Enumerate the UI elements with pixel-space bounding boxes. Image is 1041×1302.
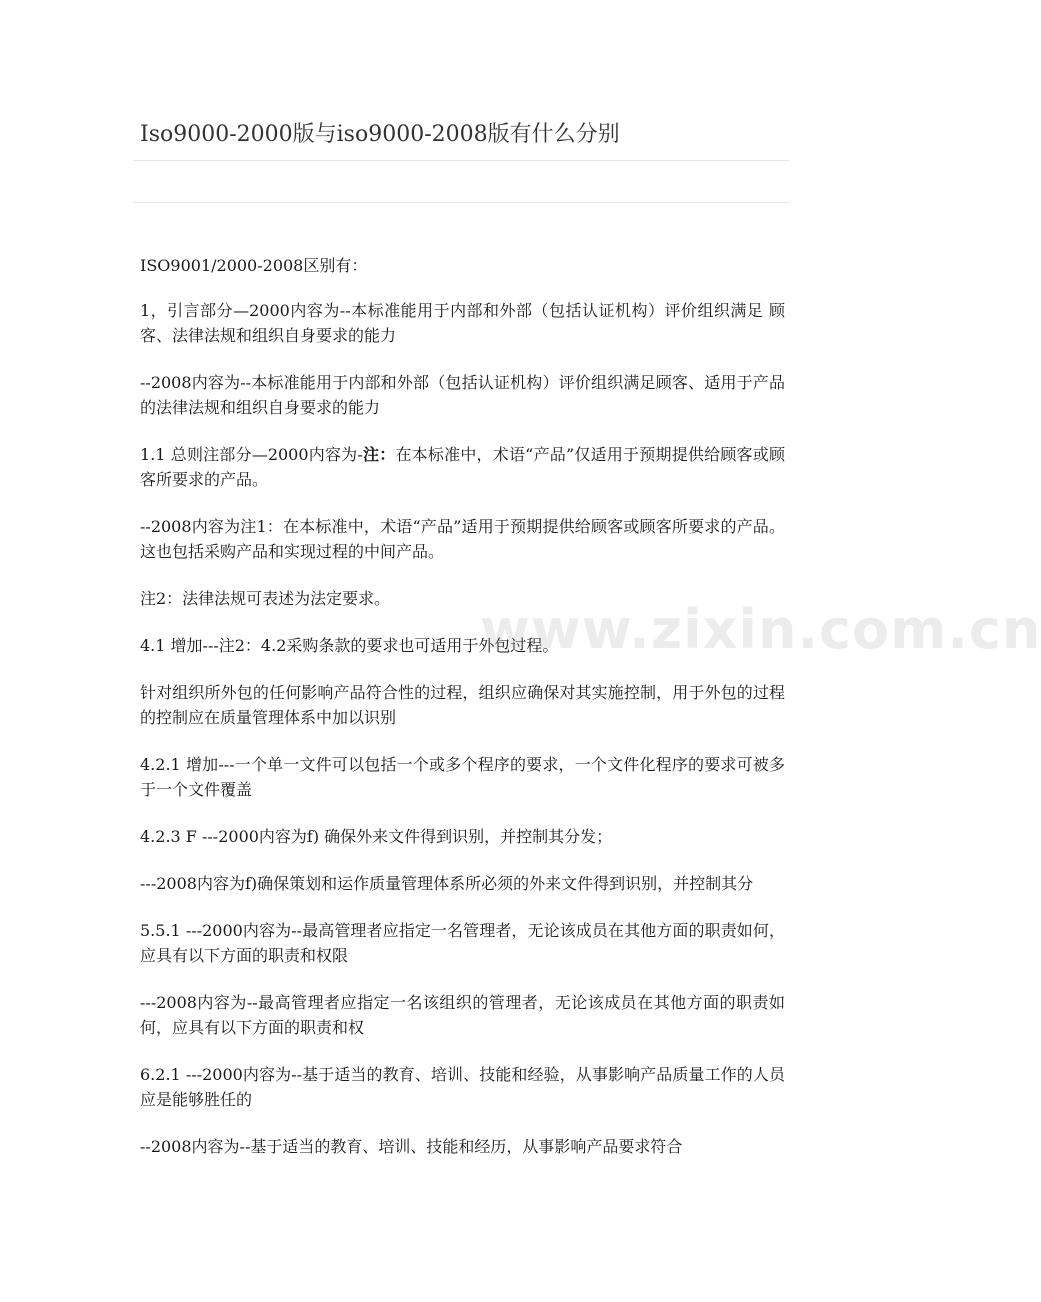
paragraph: ---2008内容为--最高管理者应指定一名该组织的管理者，无论该成员在其他方面的职责如何，应具有以下方面的职责和权	[140, 993, 785, 1037]
paragraph: 4.1 增加---注2：4.2采购条款的要求也可适用于外包过程。	[140, 636, 559, 655]
paragraph: ---2008内容为f)确保策划和运作质量管理体系所必须的外来文件得到识别，并控制其分	[140, 874, 754, 893]
paragraph-text: 1.1 总则注部分—2000内容为-	[140, 445, 363, 464]
document-body	[140, 253, 785, 1181]
watermark: www.zixin.com.cn	[480, 598, 1041, 661]
paragraph: 针对组织所外包的任何影响产品符合性的过程，组织应确保对其实施控制，用于外包的过程的控制应在质量管理体系中加以识别	[140, 683, 785, 727]
paragraph: 注2：法律法规可表述为法定要求。	[140, 589, 391, 608]
paragraph: 1，引言部分—2000内容为--本标准能用于内部和外部（包括认证机构）评价组织满足 顾客、法律法规和组织自身要求的能力	[140, 301, 785, 345]
paragraph: ISO9001/2000-2008区别有：	[140, 256, 368, 275]
paragraph: 4.2.3 F ---2000内容为f) 确保外来文件得到识别，并控制其分发；	[140, 827, 613, 846]
divider	[133, 160, 789, 161]
paragraph: 6.2.1 ---2000内容为--基于适当的教育、培训、技能和经验，从事影响产品质量工作的人员应是能够胜任的	[140, 1065, 785, 1109]
divider	[133, 202, 789, 203]
paragraph: --2008内容为--基于适当的教育、培训、技能和经历，从事影响产品要求符合	[140, 1137, 683, 1156]
note-label: 注：	[362, 445, 396, 464]
document-title: Iso9000-2000版与iso9000-2008版有什么分别	[140, 122, 620, 147]
paragraph	[140, 442, 785, 492]
paragraph: --2008内容为--本标准能用于内部和外部（包括认证机构）评价组织满足顾客、适用于产品的法律法规和组织自身要求的能力	[140, 373, 785, 417]
paragraph: 4.2.1 增加---一个单一文件可以包括一个或多个程序的要求，一个文件化程序的要求可被多于一个文件覆盖	[140, 755, 785, 799]
paragraph-text: 在本标准中，术语“产品”仅适用于预期提供给顾客或顾客所要求的产品。	[140, 445, 785, 489]
paragraph: --2008内容为注1：在本标准中，术语“产品”适用于预期提供给顾客或顾客所要求的产品。这也包括采购产品和实现过程的中间产品。	[140, 517, 785, 561]
paragraph: 5.5.1 ---2000内容为--最高管理者应指定一名管理者，无论该成员在其他方面的职责如何，应具有以下方面的职责和权限	[140, 921, 785, 965]
